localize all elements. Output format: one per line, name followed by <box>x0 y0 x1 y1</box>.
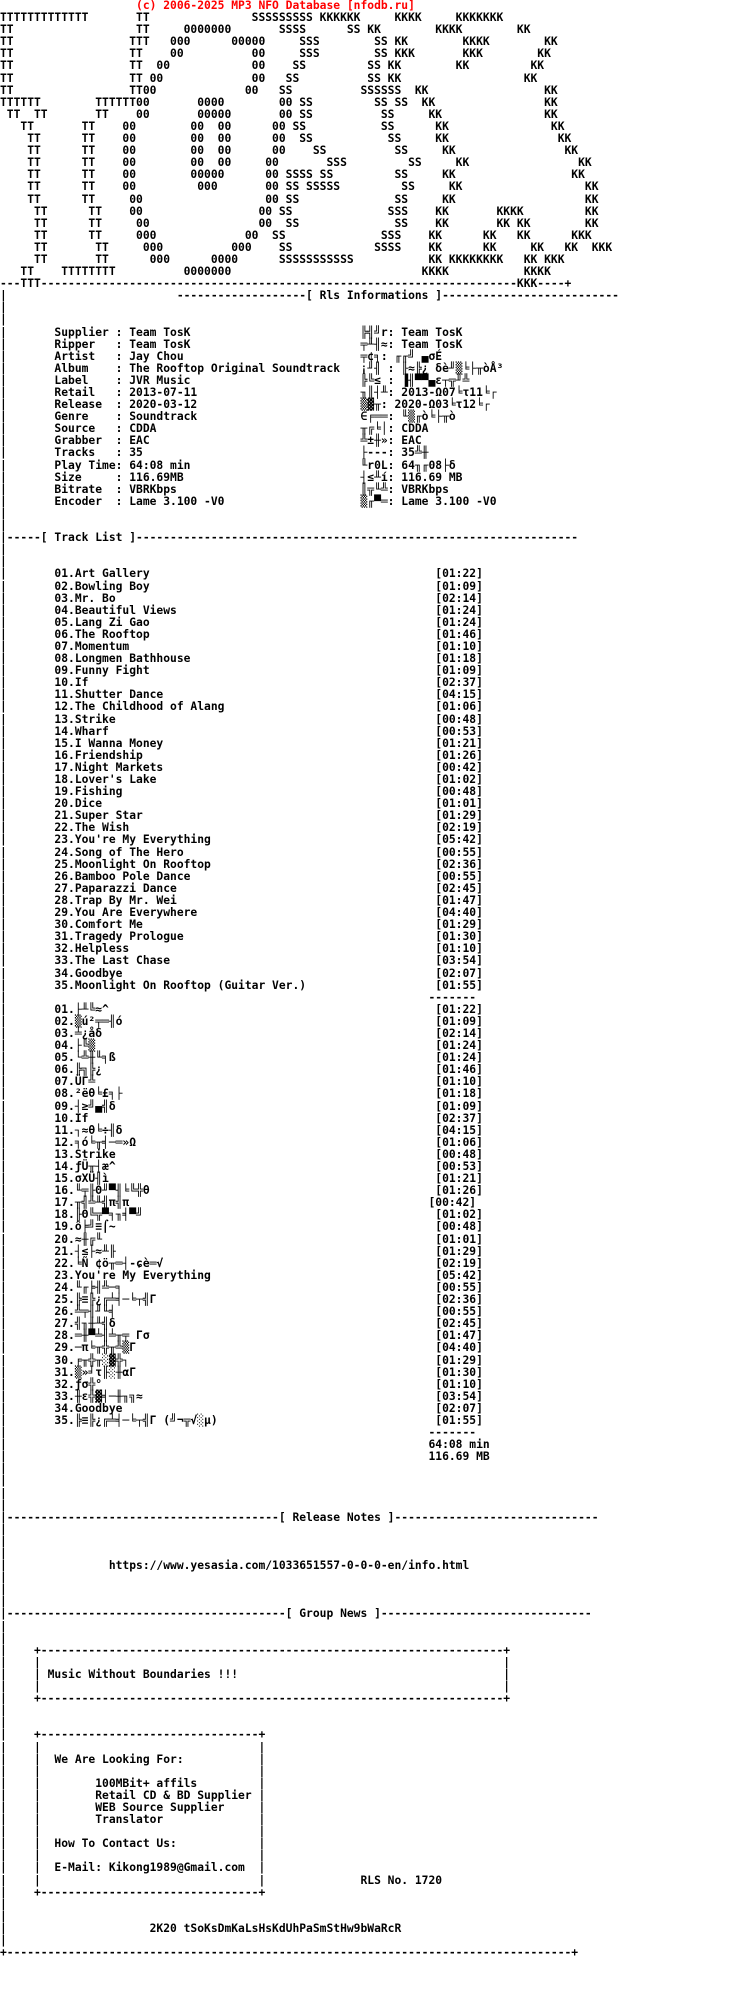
nfo-text-body: TTTTTTTTTTTTT TT SSSSSSSSS KKKKKK KKKK KKKKKKK TT TT 0000000 SSSS SS KK KKKK KK TT TTT 000 00000 SSS SS KK KKKK KK TT TT 00 00 SSS SS KKK KKK KK TT TT 00 00 SS SS KK KK KK TT TT 00 00 SS SS KK KK TT TT00 00 SS SSSSSS KK KK TTTTTT TTTTTT00 0000 00 SS SS SS KK KK TT TT TT 00 00000 00 SS SS KK KK TT TT 00 00 00 00 SS SS KK KK TT TT 00 00 00 00 SS SS KK KK TT TT 00 00 00 00 SS SS KK KK TT TT 00 00 00 00 SSS SS KK KK TT TT 00 00000 00 SSSS SS SS KK KK TT TT 00 000 00 SS SSSSS SS KK KK TT TT 00 00 SS SS KK KK TT TT 00 00 SS SSS KK KKKK KK TT TT 00 00 SS SS KK KK KK KK TT TT 000 00 SS SSS KK KK KK KKK TT TT 000 000 SS SSSS KK KK KK KK KKK TT TT 000 0000 SSSSSSSSSSS KK KKKKKKKK KK KKK TT TTTTTTTT 0000000 KKKK KKKK ---TTT----------------------------------------------------------------------KKK----+ | -------------------[ Rls Informations ]-------------------------- | | | Supplier : Team TosK ╠╣╝r: Team TosK | Ripper : Team TosK ╤╨╢≈: Team TosK | Artist : Jay Chou ╤¢╕: ╓╓╝ ▄σÉ | Album : The Rooftop Original Soundtrack ¡╜╢ : ╟≈╠¿ δè╜▒╘├╥òÅ³ | Label : JVR Music ╠╚≤ : ▐╢▀▀▄ε┬╦╜╩ | Retail : 2013-07-11 ╖║┤╨: 2013-Ω07╘τ11╘┌ | Release : 2020-03-12 ▒▓╥: 2020-Ω03╘τ12╘┌ | Genre : Soundtrack ∈╒══: ╙▒╓ò╘├╥ò | Source : CDDA ╥╔╘│: CDDA | Grabber : EAC ╩±╫»: EAC | Tracks : 35 ├---: 35╩╫ | Play Time: 64:08 min ╙r0L: 64╖╓08├δ | Size : 116.69MB ┤≤╨í: 116.69 MB | Bitrate : VBRKbps ║╦╙╩: VBRKbps | Encoder : Lame 3.100 -V0 ▒╓▀═: Lame 3.100 -V0 | | |-----[ Track List ]----------------------------------------------------------------- | | | 01.Art Gallery [01:22] | 02.Bowling Boy [01:09] | 03.Mr. Bo [02:14] | 04.Beautiful Views [01:24] | 05.Lang Zi Gao [01:24] | 06.The Rooftop [01:46] | 07.Momentum [01:10] | 08.Longmen Bathhouse [01:18] | 09.Funny Fight [01:09] | 10.If [02:37] | 11.Shutter Dance [04:15] | 12.The Childhood of Alang [01:06] | 13.Strike [00:48] | 14.Wharf [00:53] | 15.I Wanna Money [01:21] | 16.Friendship [01:26] | 17.Night Markets [00:42] | 18.Lover's Lake [01:02] | 19.Fishing [00:48] | 20.Dice [01:01] | 21.Super Star [01:29] | 22.The Wish [02:19] | 23.You're My Everything [05:42] | 24.Song of The Hero [00:55] | 25.Moonlight On Rooftop [02:36] | 26.Bamboo Pole Dance [00:55] | 27.Paparazzi Dance [02:45] | 28.Trap By Mr. Wei [01:47] | 29.You Are Everywhere [04:40] | 30.Comfort Me [01:29] | 31.Tragedy Prologue [01:30] | 32.Helpless [01:10] | 33.The Last Chase [03:54] | 34.Goodbye [02:07] | 35.Moonlight On Rooftop (Guitar Ver.) [01:55] | ------- | 01.├╨╚≈^ [01:22] | 02.▒ú²╤═╢ó [01:09] | 03.╧¿åδ [02:14] | 04.├╚▒ [01:24] | 05.└╩╫╙╕ß [01:24] | 06.╠╗╠¿ [01:46] | 07.ÜΓ╩ [01:10] | 08.²ëθ╘£╕├ [01:18] | 09.┤≥╝▄╣δ [01:09] | 10.If [02:37] | 11.┐≈θ╘÷╢δ [04:15] | 12.╕ó╘╥╡─═»Ω [01:06] | 13.Strike [00:48] | 14.ƒÜ╥┤æ^ [00:53] | 15.σXÜ╢ì [01:21] | 16.╙╤╟Θ╜▀╢╘╚╬θ [01:26] | 17.╥╣╩╨╣π╣π [00:42] | 18.╟Θ╚╦▀╕╖╡▀╝ [01:02] | 19.ô╞╝≡⌠~ [00:48] | 20.≈╫╔╙ [01:01] | 21.┤≤├≈╨╟ [01:29] | 22.╘Ñ ¢ö╥═┤-ɕè═√ [02:19] | 23.You're My Everything [05:42] | 24.╙╓╞╢╩─╕ [00:55] | 25.╠≡╠¿╔╧╡─╘┬╣Γ [02:36] | 26.╩╤╢╜╙╡ [00:55] | 27.╣╖╫╨╣δ [02:45] | 28.═╫▀╧╢╧╥╤ Γσ [01:47] | 29.─π╘╥╬╥╩▒Γ [04:40] | 30.╒╥╬╥░▓╬┐ [01:29] | 31.▒»╛τ╟░╫αΓ [01:30] | 32.ƒσ╬° [01:10] | 33.╫ε╬▓╡─╫╖╗≈ [03:54] | 34.Goodbye [02:07] | 35.╠≡╠¿╔╧╡─╘┬╣Γ (╝¬╦√░µ) [01:55] | ------- | 64:08 min | 116.69 MB | | | | |----------------------------------------[ Release Notes ]------------------------------ | | | | https://www.yesasia.com/1033651557-0-0-0-en/info.html | | | |-----------------------------------------[ Group News ]------------------------------- | | | +--------------------------------------------------------------------+ | | | | | Music Without Boundaries !!! | | | | | +--------------------------------------------------------------------+ | | | +--------------------------------+ | | | | | We Are Looking For: | | | | | | 100MBit+ affils | | | Retail CD & BD Supplier | | | WEB Source Supplier | | | Translator | | | | | | How To Contact Us: | | | | | | E-Mail: Kikong1989@Gmail.com | | | | RLS No. 1720 | +--------------------------------+ | | | 2K20 tSoKsDmKaLsHsKdUhPaSmStHw9bWaRcR | +-----------------------------------------------------------------------------------+ <box>0 11 619 1960</box>
header-banner: (c) 2006-2025 MP3 NFO Database [nfodb.ru] <box>0 0 415 12</box>
